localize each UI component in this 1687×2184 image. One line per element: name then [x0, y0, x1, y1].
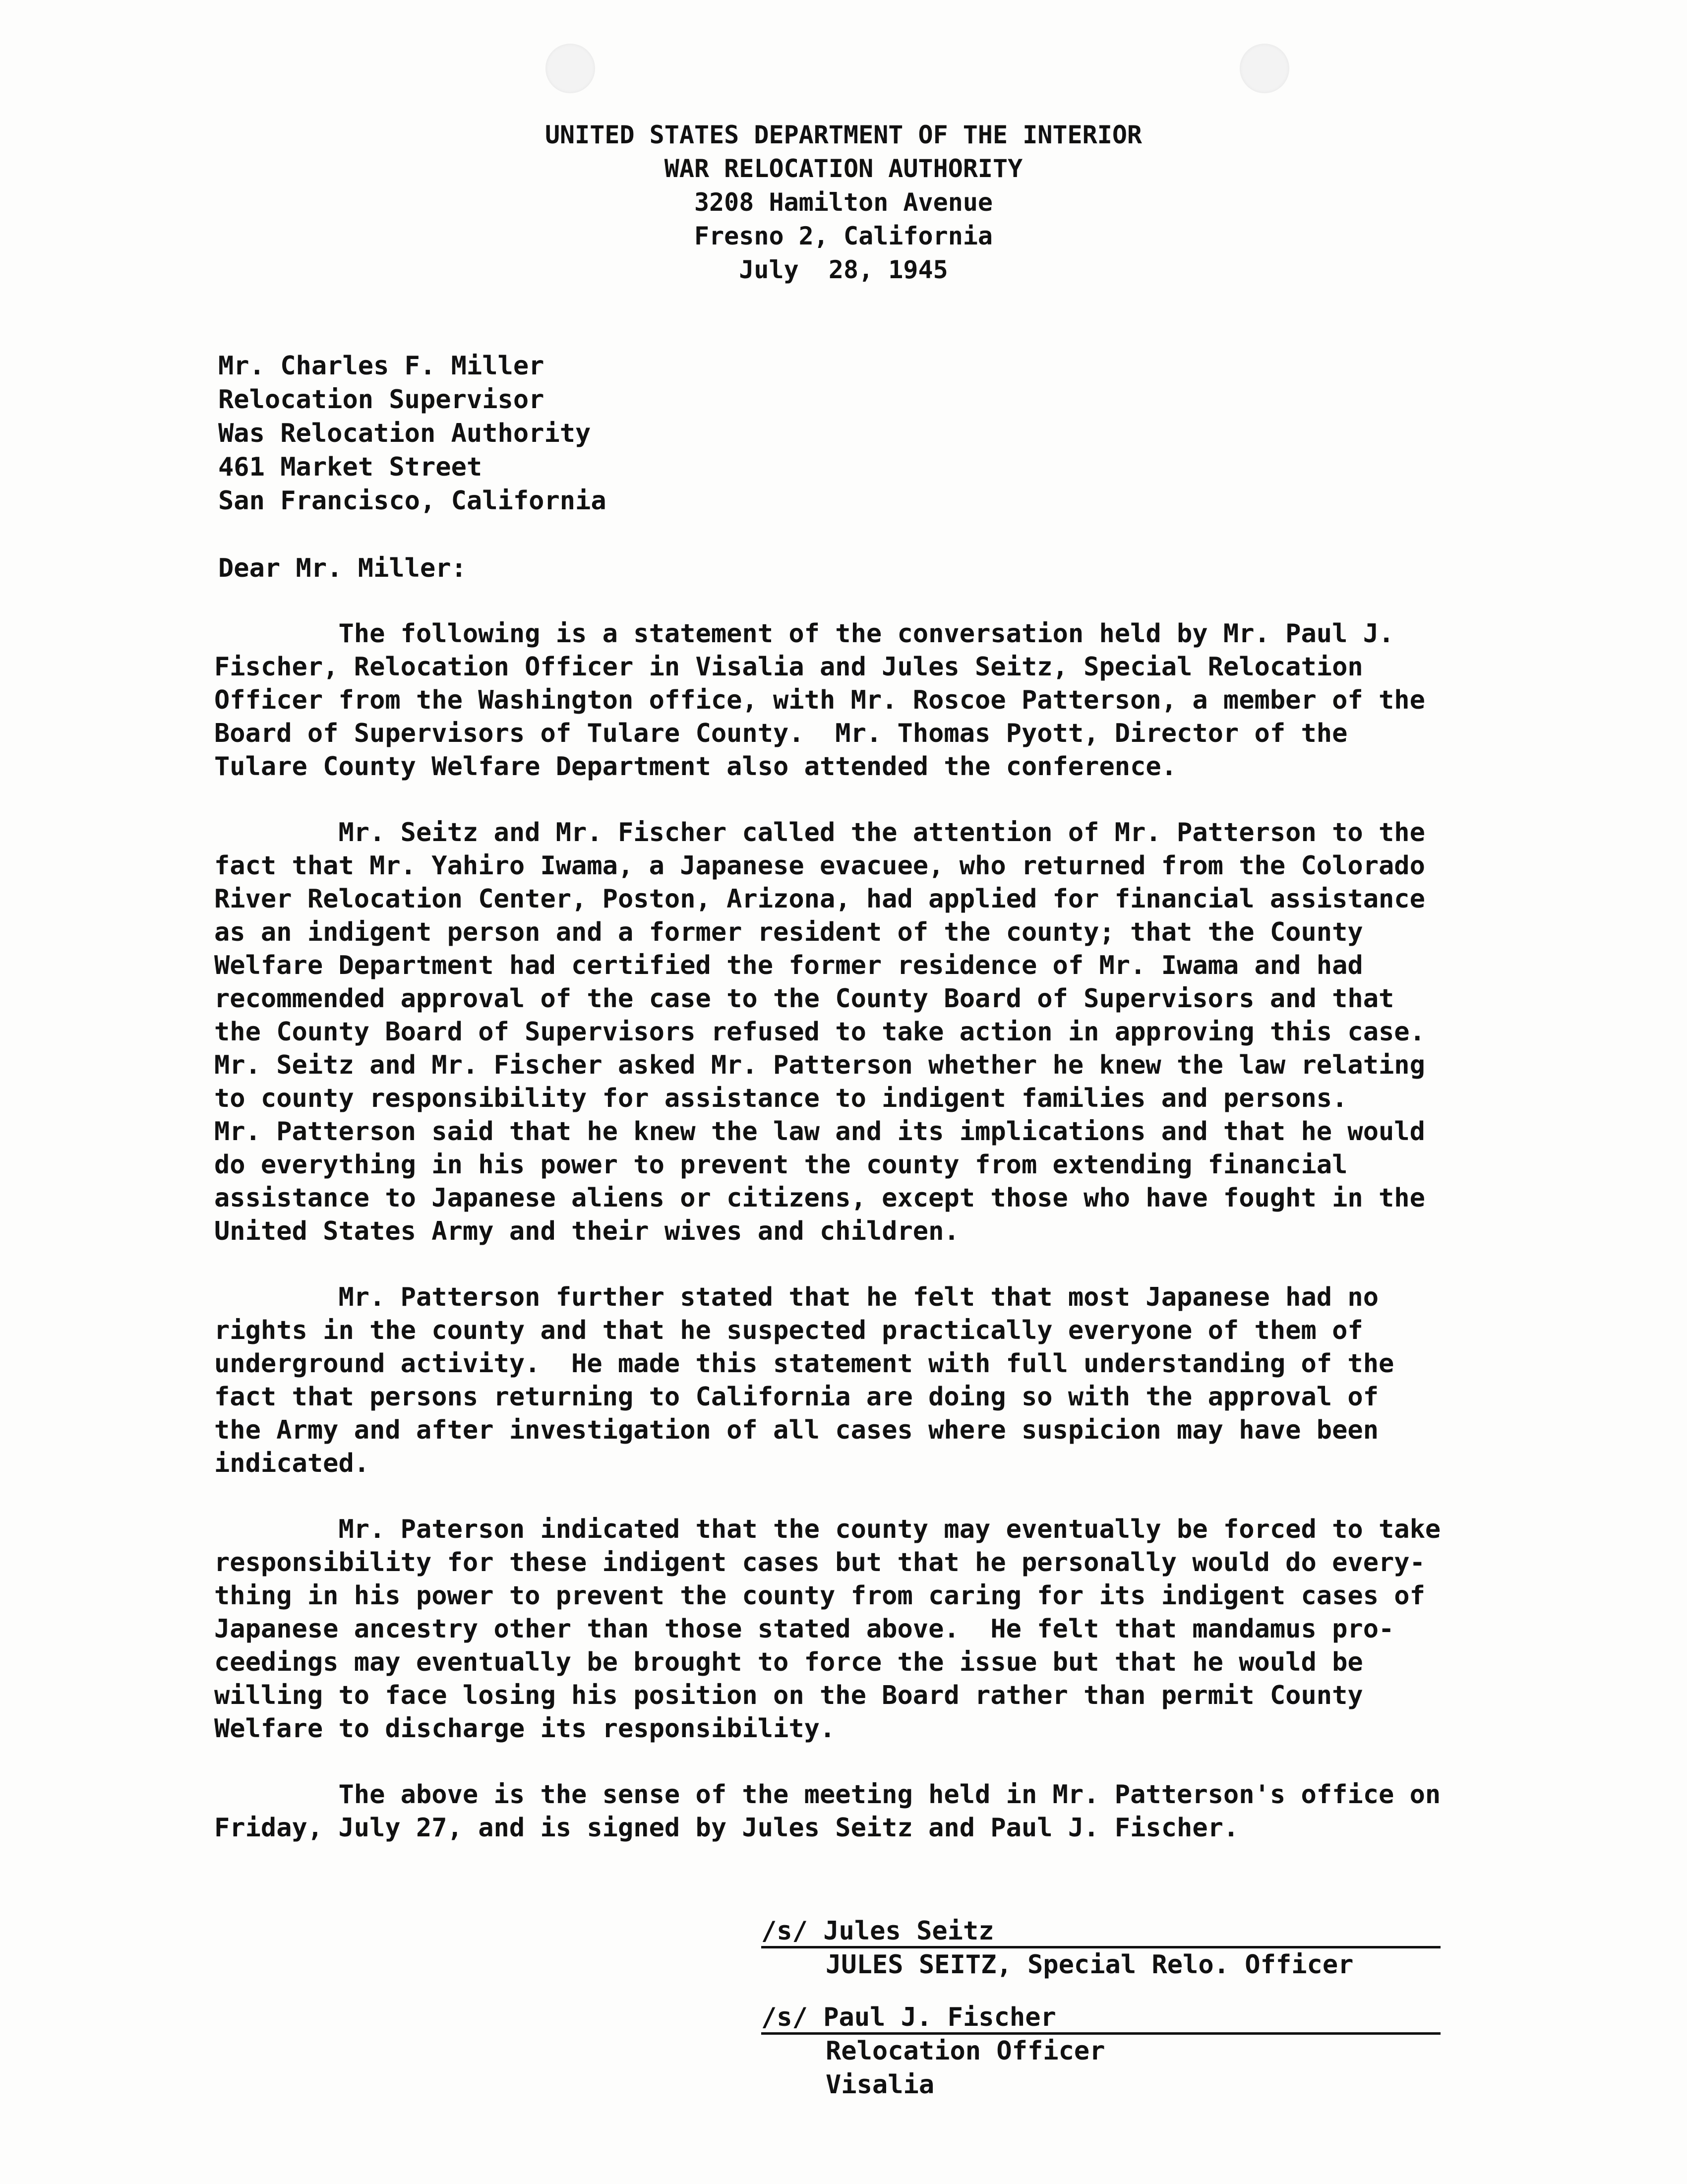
signature-rule	[761, 1946, 1441, 1948]
paragraph-line: responsibility for these indigent cases but that he personally would do every-	[214, 1548, 1425, 1577]
paragraph-line: Board of Supervisors of Tulare County. Mr. Thomas Pyott, Director of the	[214, 719, 1348, 748]
recipient-title: Relocation Supervisor	[218, 385, 544, 415]
paragraph-line: United States Army and their wives and children.	[214, 1216, 960, 1246]
paragraph-line: Tulare County Welfare Department also attended the conference.	[214, 752, 1177, 782]
paragraph-line: Japanese ancestry other than those stated above. He felt that mandamus pro-	[214, 1614, 1394, 1644]
paragraph-line: The following is a statement of the conversation held by Mr. Paul J.	[214, 619, 1394, 649]
paragraph-line: Mr. Patterson further stated that he felt that most Japanese had no	[214, 1282, 1379, 1312]
punch-hole	[1240, 44, 1289, 93]
body-paragraph	[214, 1513, 1518, 1746]
paragraph-line: the Army and after investigation of all cases where suspicion may have been	[214, 1415, 1379, 1445]
paragraph-line: River Relocation Center, Poston, Arizona, had applied for financial assistance	[214, 884, 1425, 914]
punch-hole	[545, 44, 595, 93]
paragraph-line: indicated.	[214, 1449, 370, 1478]
paragraph-line: The above is the sense of the meeting held in Mr. Patterson's office on	[214, 1780, 1441, 1810]
paragraph-line: to county responsibility for assistance to indigent families and persons.	[214, 1084, 1348, 1113]
signatory-title: JULES SEITZ, Special Relo. Officer	[826, 1950, 1354, 1980]
paragraph-line: ceedings may eventually be brought to force the issue but that he would be	[214, 1647, 1363, 1677]
letter-date: July 28, 1945	[739, 255, 948, 284]
signatory-title: Visalia	[826, 2070, 935, 2100]
paragraph-line: Mr. Seitz and Mr. Fischer called the attention of Mr. Patterson to the	[214, 818, 1425, 848]
letterhead-agency: WAR RELOCATION AUTHORITY	[664, 154, 1023, 183]
body-paragraph	[214, 1281, 1518, 1480]
paragraph-line: recommended approval of the case to the County Board of Supervisors and that	[214, 984, 1394, 1014]
body-paragraph	[214, 816, 1518, 1248]
recipient-name: Mr. Charles F. Miller	[218, 351, 544, 381]
paragraph-line: fact that persons returning to California are doing so with the approval of	[214, 1382, 1379, 1412]
paragraph-line: Mr. Seitz and Mr. Fischer asked Mr. Patterson whether he knew the law relating	[214, 1050, 1425, 1080]
paragraph-line: do everything in his power to prevent the county from extending financial	[214, 1150, 1348, 1180]
paragraph-line: willing to face losing his position on the Board rather than permit County	[214, 1681, 1363, 1710]
signature-block	[761, 1914, 1353, 1982]
paragraph-line: Officer from the Washington office, with Mr. Roscoe Patterson, a member of the	[214, 685, 1425, 715]
signed-name: /s/ Paul J. Fischer	[761, 2002, 1056, 2032]
paragraph-line: Mr. Patterson said that he knew the law and its implications and that he would	[214, 1117, 1425, 1147]
signature-rule	[761, 2032, 1441, 2035]
paragraph-line: Friday, July 27, and is signed by Jules Seitz and Paul J. Fischer.	[214, 1813, 1239, 1843]
signature-section	[761, 1914, 1353, 2121]
paragraph-line: Welfare Department had certified the former residence of Mr. Iwama and had	[214, 951, 1363, 980]
paragraph-line: Welfare to discharge its responsibility.	[214, 1714, 836, 1744]
letterhead	[0, 118, 1687, 287]
letterhead-street: 3208 Hamilton Avenue	[694, 188, 993, 217]
signed-name: /s/ Jules Seitz	[761, 1916, 994, 1946]
paragraph-line: underground activity. He made this statement with full understanding of the	[214, 1349, 1394, 1379]
letter-body	[214, 617, 1518, 1878]
signature-block	[761, 2001, 1353, 2102]
paragraph-line: rights in the county and that he suspected practically everyone of them of	[214, 1316, 1363, 1345]
recipient-street: 461 Market Street	[218, 452, 482, 482]
paragraph-line: Mr. Paterson indicated that the county may eventually be forced to take	[214, 1515, 1441, 1544]
body-paragraph	[214, 1778, 1518, 1845]
inside-address	[218, 349, 606, 518]
paragraph-line: the County Board of Supervisors refused to take action in approving this case.	[214, 1017, 1425, 1047]
letterhead-city: Fresno 2, California	[694, 222, 993, 250]
paragraph-line: Fischer, Relocation Officer in Visalia and Jules Seitz, Special Relocation	[214, 652, 1363, 682]
paragraph-line: fact that Mr. Yahiro Iwama, a Japanese evacuee, who returned from the Colorado	[214, 851, 1425, 881]
paragraph-line: thing in his power to prevent the county from caring for its indigent cases of	[214, 1581, 1425, 1611]
signatory-title: Relocation Officer	[826, 2036, 1105, 2066]
paragraph-line: as an indigent person and a former resident of the county; that the County	[214, 917, 1363, 947]
body-paragraph	[214, 617, 1518, 784]
salutation: Dear Mr. Miller:	[218, 553, 467, 583]
recipient-city: San Francisco, California	[218, 486, 606, 516]
letterhead-department: UNITED STATES DEPARTMENT OF THE INTERIOR	[544, 121, 1143, 149]
paragraph-line: assistance to Japanese aliens or citizens, except those who have fought in the	[214, 1183, 1425, 1213]
recipient-organization: Was Relocation Authority	[218, 419, 591, 448]
